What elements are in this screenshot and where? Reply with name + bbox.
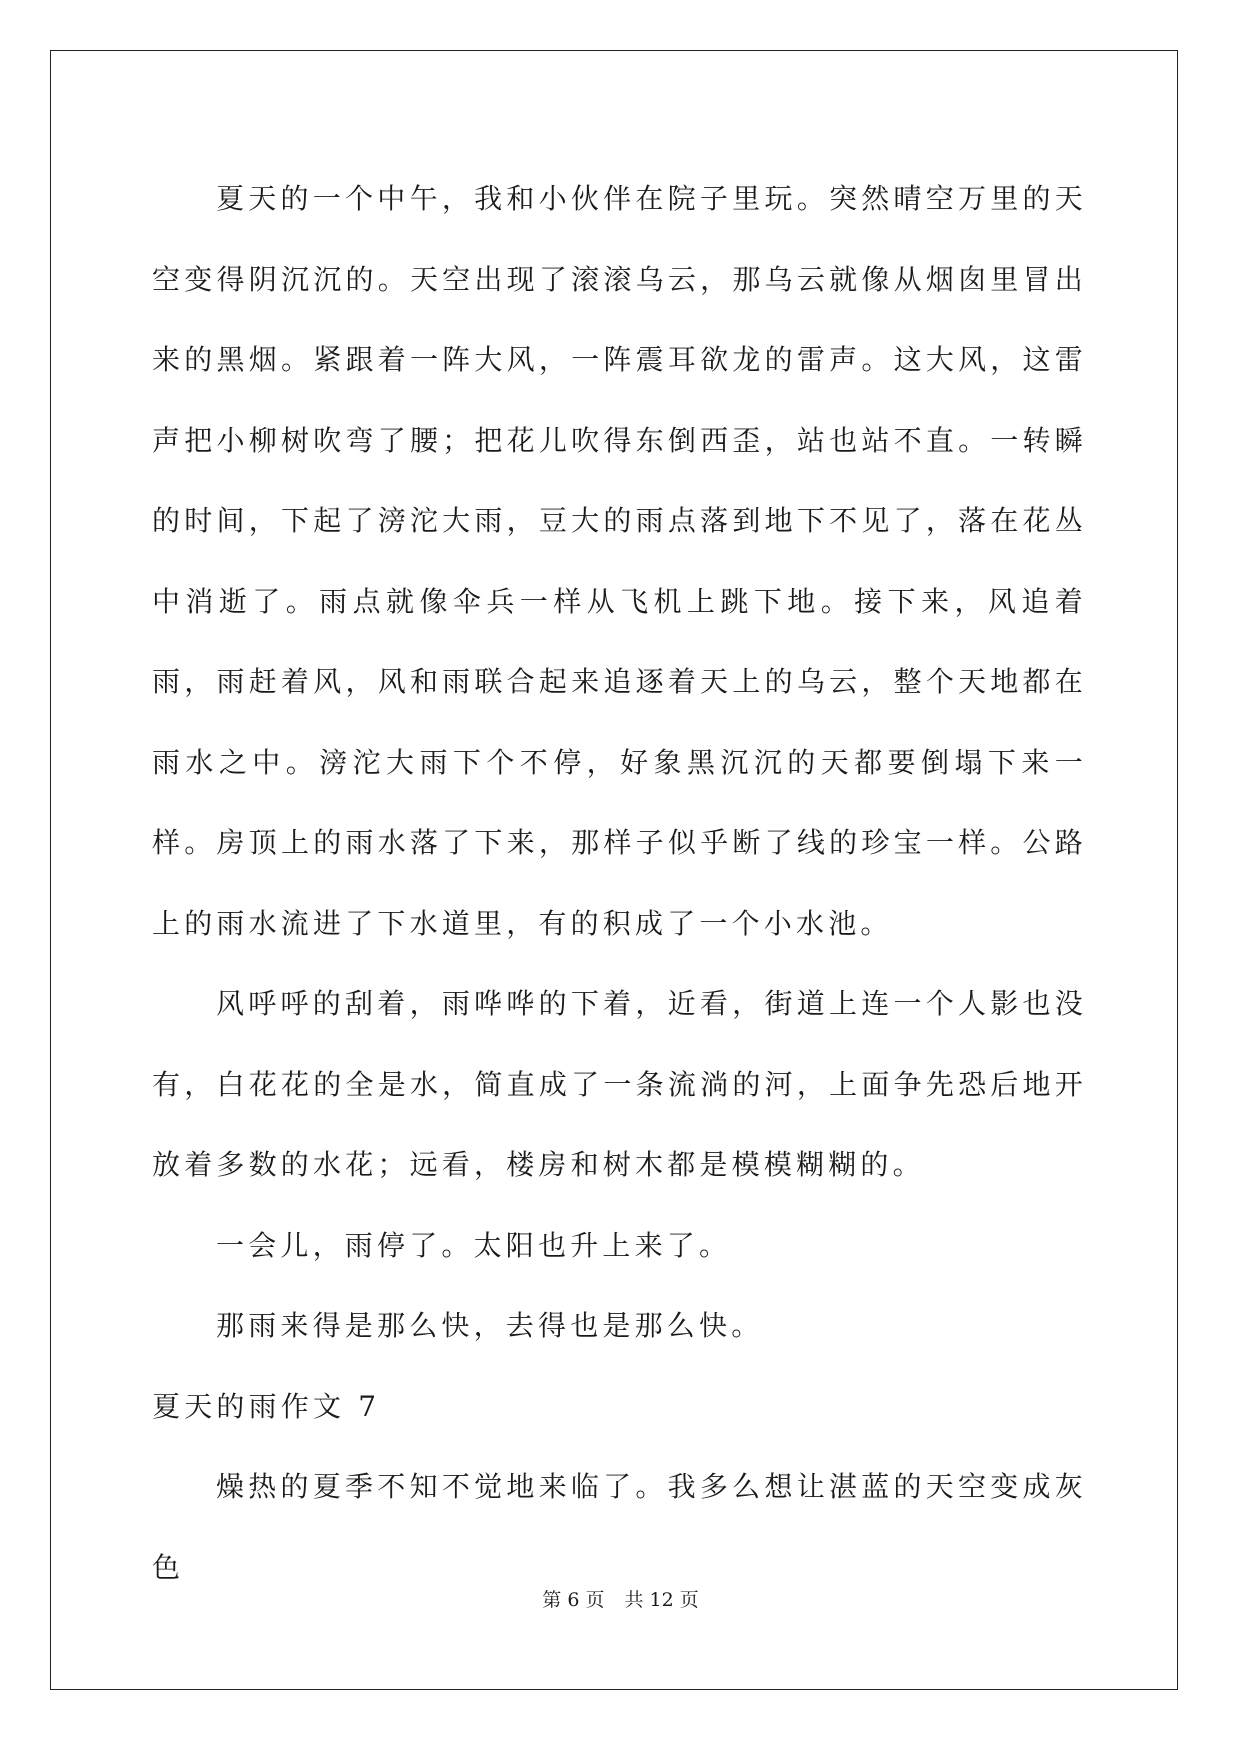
document-body — [152, 159, 1087, 1608]
paragraph-4: 那雨来得是那么快，去得也是那么快。 — [216, 1309, 764, 1342]
paragraph-2: 风呼呼的刮着，雨哗哗的下着，近看，街道上连一个人影也没有，白花花的全是水，简直成了一条流淌的河，上面争先恐后地开放着多数的水花；远看，楼房和树木都是模模糊糊的。 — [152, 987, 1087, 1181]
page-footer — [0, 1585, 1241, 1615]
section-heading: 夏天的雨作文 7 — [152, 1389, 381, 1423]
paragraph-1: 夏天的一个中午，我和小伙伴在院子里玩。突然晴空万里的天空变得阴沉沉的。天空出现了滚滚乌云，那乌云就像从烟囱里冒出来的黑烟。紧跟着一阵大风，一阵震耳欲龙的雷声。这大风，这雷声把小柳树吹弯了腰；把花儿吹得东倒西歪，站也站不直。一转瞬的时间，下起了滂沱大雨，豆大的雨点落到地下不见了，落在花丛中消逝了。雨点就像伞兵一样从飞机上跳下地。接下来，风追着雨，雨赶着风，风和雨联合起来追逐着天上的乌云，整个天地都在雨水之中。滂沱大雨下个不停，好象黑沉沉的天都要倒塌下来一样。房顶上的雨水落了下来，那样子似乎断了线的珍宝一样。公路上的雨水流进了下水道里，有的积成了一个小水池。 — [152, 182, 1087, 940]
paragraph-3: 一会儿，雨停了。太阳也升上来了。 — [216, 1228, 732, 1262]
page-total: 共 12 页 — [624, 1589, 699, 1611]
page-number: 第 6 页 — [542, 1589, 605, 1611]
paragraph-5: 燥热的夏季不知不觉地来临了。我多么想让湛蓝的天空变成灰色 — [152, 1470, 1087, 1584]
